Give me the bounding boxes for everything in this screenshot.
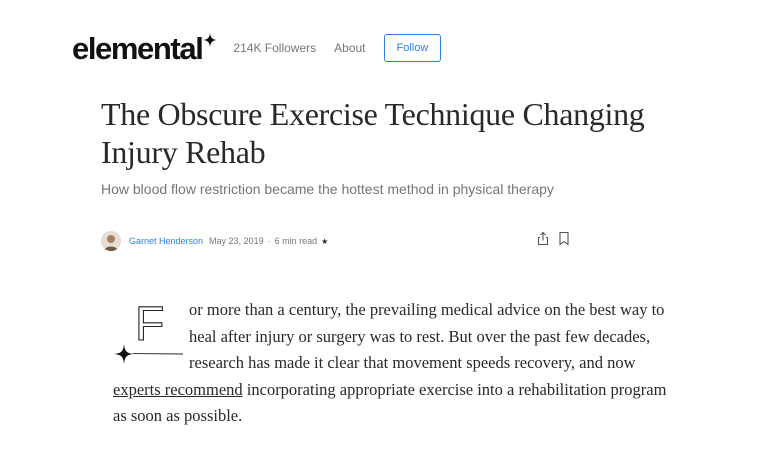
author-avatar[interactable] bbox=[101, 231, 121, 251]
bookmark-icon[interactable] bbox=[558, 231, 570, 246]
article-actions bbox=[528, 231, 570, 246]
article-meta bbox=[101, 231, 571, 251]
sparkle-line-icon bbox=[113, 343, 185, 374]
read-time: 6 min read bbox=[274, 236, 318, 246]
article-body bbox=[113, 297, 683, 430]
sparkle-icon bbox=[203, 33, 217, 52]
meta-separator: · bbox=[267, 236, 271, 246]
follow-button[interactable]: Follow bbox=[384, 34, 442, 62]
publication-header bbox=[72, 28, 441, 68]
author-name-link[interactable]: Garnet Henderson bbox=[129, 236, 204, 246]
article-title: The Obscure Exercise Technique Changing Injury Rehab bbox=[101, 96, 645, 170]
publish-date: May 23, 2019 bbox=[209, 236, 264, 246]
paragraph-text-continued: incorporating appropriate exercise into a rehabilitation program as soon as possible. bbox=[113, 379, 667, 425]
about-link[interactable]: About bbox=[334, 41, 366, 55]
article-paragraph bbox=[113, 297, 683, 430]
article-subtitle: How blood flow restriction became the hottest method in physical therapy bbox=[101, 181, 554, 197]
share-icon[interactable] bbox=[536, 231, 550, 246]
member-star-icon: ★ bbox=[321, 236, 329, 246]
logo-wordmark: elemental bbox=[72, 30, 203, 66]
paragraph-text: or more than a century, the prevailing medical advice on the best way to heal after injury or surgery was to rest. But over the past few decades, research has made it clear that movement speeds recovery, and now bbox=[189, 300, 665, 372]
experts-recommend-link[interactable]: experts recommend bbox=[113, 379, 243, 399]
drop-cap-letter: F bbox=[135, 298, 165, 351]
publication-logo[interactable] bbox=[72, 30, 217, 66]
followers-count-link[interactable]: 214K Followers bbox=[233, 41, 317, 55]
drop-cap bbox=[113, 297, 189, 375]
